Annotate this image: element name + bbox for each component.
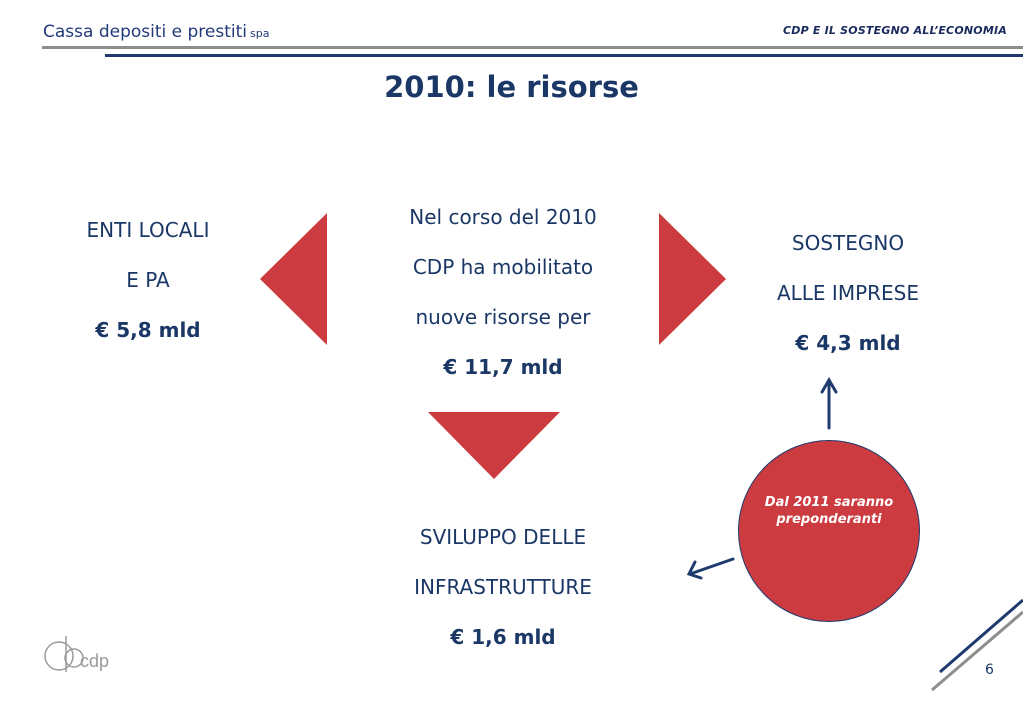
down-triangle-arrow	[428, 412, 560, 479]
cdp-logo-text: cdp	[80, 651, 110, 671]
left-line-2: E PA	[126, 268, 170, 292]
infrastructure-block	[372, 512, 634, 662]
section-title: CDP E IL SOSTEGNO ALL’ECONOMIA	[782, 24, 1007, 37]
center-line-1: Nel corso del 2010	[409, 205, 597, 229]
left-amount: € 5,8 mld	[95, 318, 201, 342]
center-amount: € 11,7 mld	[443, 355, 563, 379]
right-line-1: SOSTEGNO	[791, 231, 905, 255]
right-amount: € 4,3 mld	[795, 331, 901, 355]
corner-decoration	[932, 600, 1023, 690]
brand-suffix: spa	[250, 27, 270, 40]
bottom-line-2: INFRASTRUTTURE	[414, 575, 592, 599]
right-triangle-arrow	[659, 213, 726, 345]
slide-title: 2010: le risorse	[384, 70, 639, 104]
cdp-logo-icon	[45, 636, 83, 672]
page-number: 6	[985, 662, 994, 678]
left-triangle-arrow	[260, 213, 327, 345]
center-line-2: CDP ha mobilitato	[412, 255, 594, 279]
brand-name-text: Cassa depositi e prestiti	[43, 22, 247, 42]
callout-circle	[738, 440, 920, 622]
total-resources-block	[372, 192, 634, 392]
business-support-block	[748, 218, 948, 368]
bottom-line-1: SVILUPPO DELLE	[419, 525, 587, 549]
left-line-1: ENTI LOCALI	[86, 218, 210, 242]
local-entities-block	[48, 205, 248, 355]
bottom-amount: € 1,6 mld	[450, 625, 556, 649]
right-line-2: ALLE IMPRESE	[776, 281, 920, 305]
center-line-3: nuove risorse per	[415, 305, 591, 329]
down-left-arrow-icon	[689, 559, 733, 578]
callout-text: Dal 2011 saranno preponderanti	[764, 495, 894, 527]
up-arrow-icon	[822, 380, 836, 428]
